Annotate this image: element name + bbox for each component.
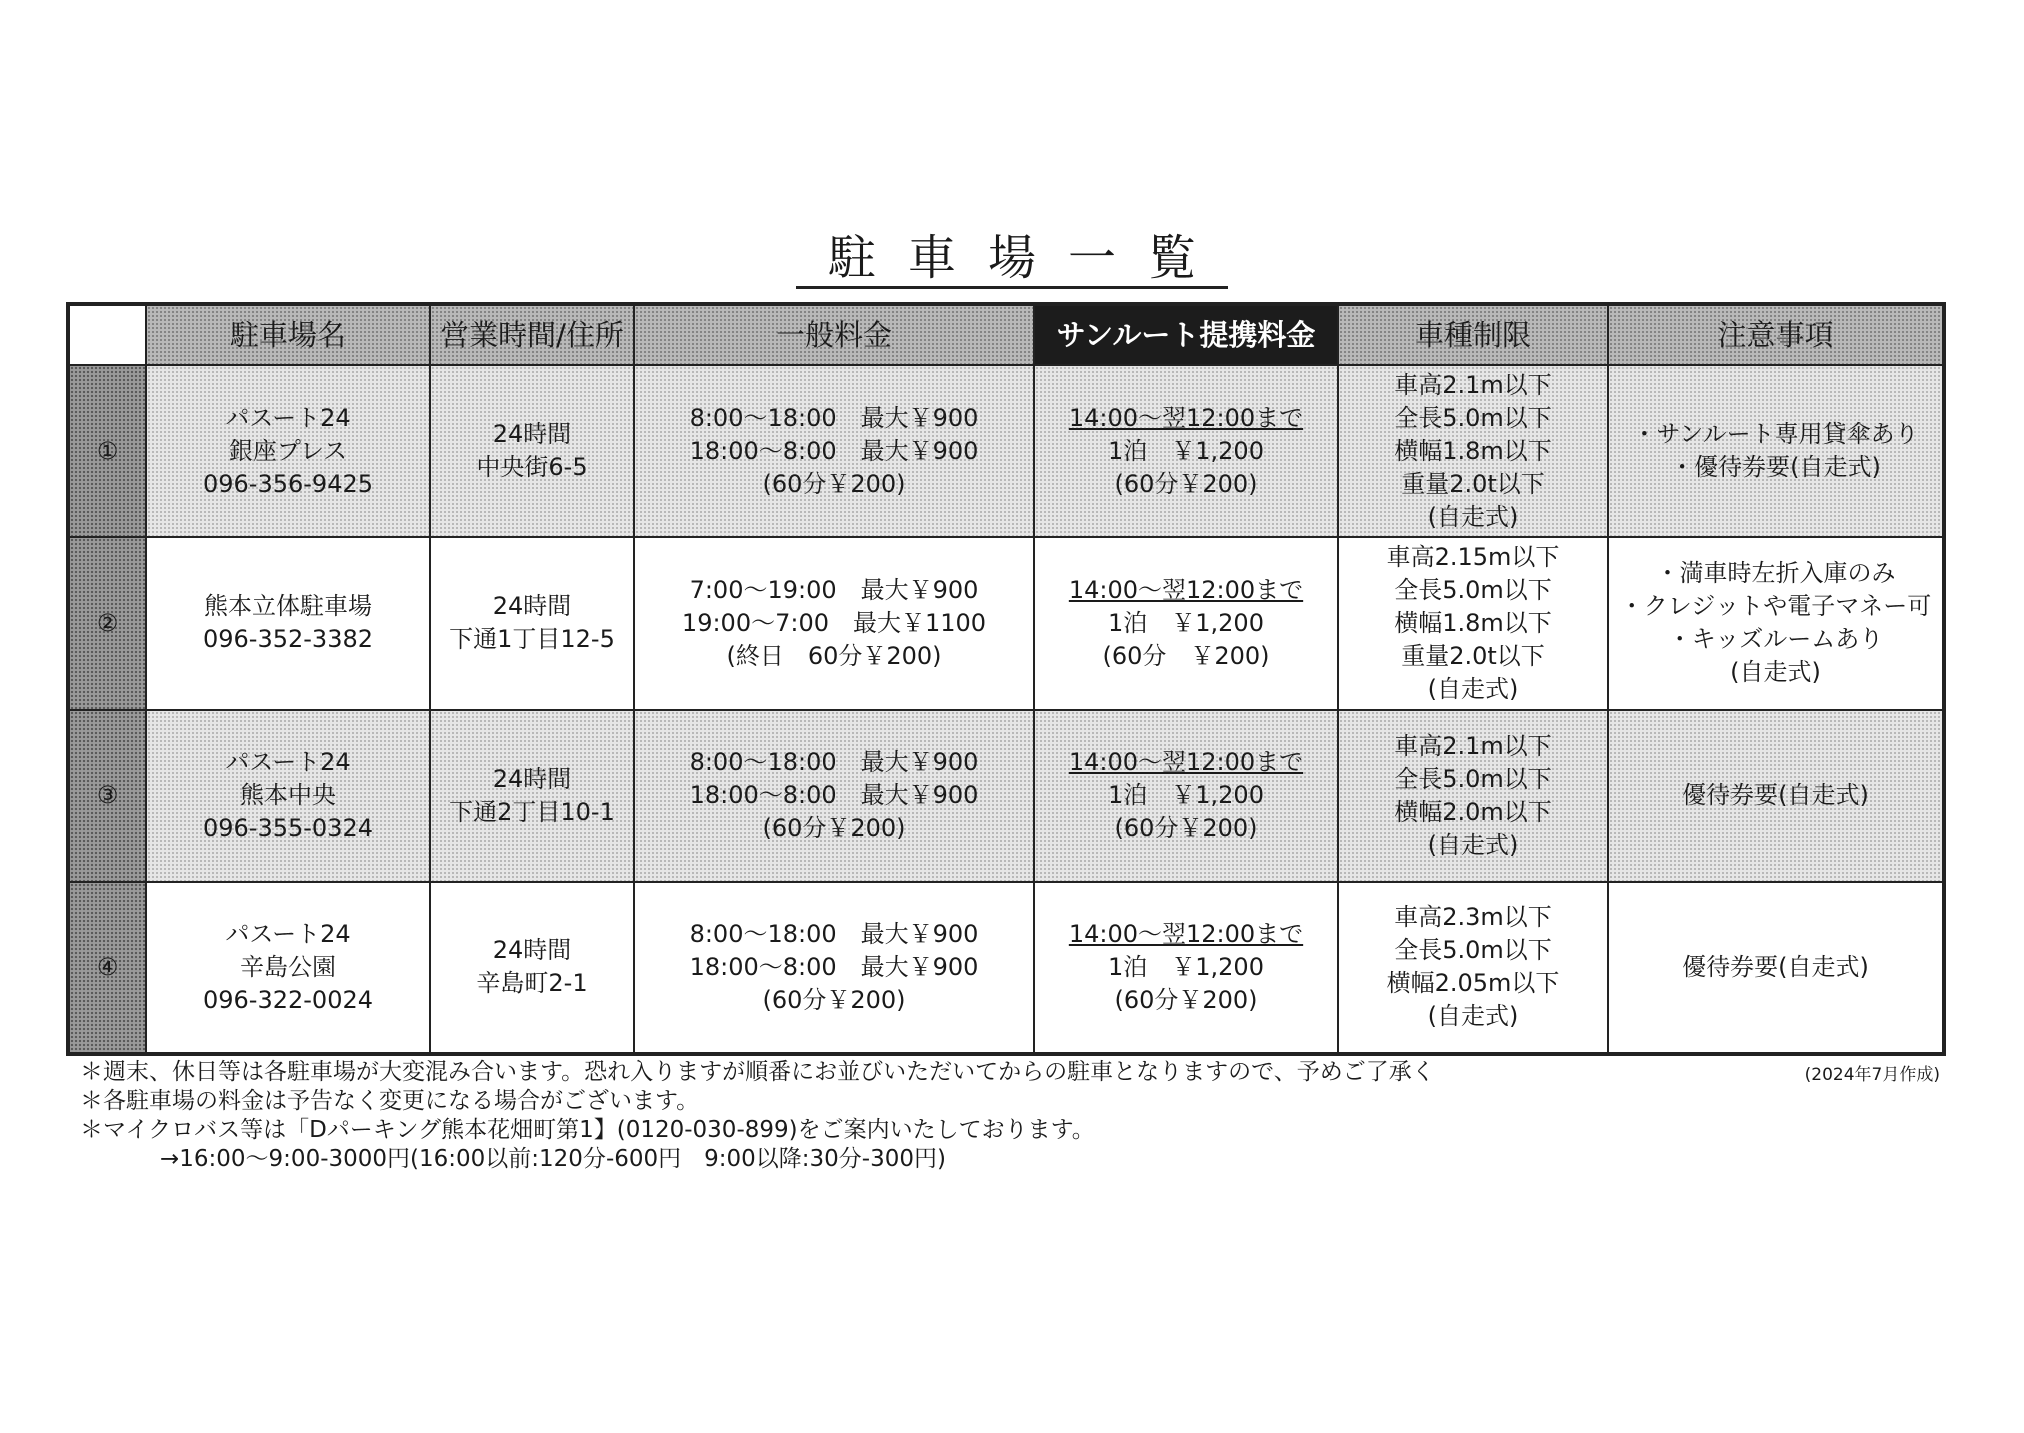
row-number: ② [68, 537, 146, 709]
general-fee-cell [634, 710, 1034, 882]
partner-fee-line: 1泊 ￥1,200 [1108, 608, 1264, 637]
partner-fee-line: 1泊 ￥1,200 [1108, 781, 1264, 810]
lot-name-line: パスート24 [225, 919, 351, 948]
hours-line: 24時間 [492, 764, 572, 793]
limit-line: 車高2.15m以下 [1386, 542, 1560, 571]
limit-line: 車高2.1m以下 [1394, 370, 1552, 399]
hours-cell [430, 537, 634, 709]
lot-name-line: パスート24 [225, 403, 351, 432]
limit-line: 全長5.0m以下 [1394, 575, 1552, 604]
lot-name-line: 熊本中央 [240, 781, 336, 810]
limit-line: 全長5.0m以下 [1394, 936, 1552, 965]
vehicle-limit-cell [1338, 537, 1608, 709]
general-fee-cell [634, 882, 1034, 1054]
lot-phone: 096-356-9425 [202, 469, 373, 498]
limit-line: 重量2.0t以下 [1401, 641, 1545, 670]
lot-phone: 096-355-0324 [202, 814, 373, 843]
fee-line: 19:00～7:00 最大￥1100 [681, 608, 987, 637]
page-title-text: 駐車場一覧 [796, 230, 1228, 289]
lot-name-line: 熊本立体駐車場 [204, 592, 372, 621]
vehicle-limit-cell [1338, 365, 1608, 537]
note-line: ・満車時左折入庫のみ [1655, 559, 1896, 588]
header-blank-cell [68, 304, 146, 365]
limit-line: 横幅2.0m以下 [1394, 797, 1552, 826]
hours-line: 24時間 [492, 592, 572, 621]
fee-line: (終日 60分￥200) [726, 641, 942, 670]
fee-line: 8:00～18:00 最大￥900 [689, 748, 979, 777]
created-date-note: (2024年7月作成) [1804, 1065, 1940, 1085]
address-line: 下通2丁目10-1 [449, 797, 615, 826]
limit-line: 車高2.3m以下 [1394, 903, 1552, 932]
header-vehicle-limit: 車種制限 [1338, 304, 1608, 365]
fee-line: 18:00～8:00 最大￥900 [689, 952, 979, 981]
table-row [68, 710, 1944, 882]
address-line: 中央街6-5 [476, 453, 588, 482]
fee-line: 8:00～18:00 最大￥900 [689, 919, 979, 948]
lot-name-cell [146, 537, 430, 709]
notes-cell [1608, 365, 1944, 537]
partner-fee-cell [1034, 710, 1338, 882]
lot-name-cell [146, 882, 430, 1054]
table-row [68, 537, 1944, 709]
general-fee-cell [634, 537, 1034, 709]
lot-phone: 096-322-0024 [202, 985, 373, 1014]
partner-fee-cell [1034, 537, 1338, 709]
note-line: 優待券要(自走式) [1682, 952, 1869, 981]
fee-line: (60分￥200) [762, 469, 906, 498]
limit-line: 車高2.1m以下 [1394, 731, 1552, 760]
fee-line: 8:00～18:00 最大￥900 [689, 403, 979, 432]
lot-name-cell [146, 710, 430, 882]
partner-fee-cell [1034, 882, 1338, 1054]
vehicle-limit-cell [1338, 882, 1608, 1054]
fee-line: (60分￥200) [762, 985, 906, 1014]
limit-line: 横幅2.05m以下 [1386, 969, 1560, 998]
hours-cell [430, 882, 634, 1054]
table-row [68, 882, 1944, 1054]
lot-name-line: 辛島公園 [240, 952, 336, 981]
footnote: ＊各駐車場の料金は予告なく変更になる場合がございます。 [80, 1088, 700, 1114]
limit-line: 横幅1.8m以下 [1394, 608, 1552, 637]
limit-line: 全長5.0m以下 [1394, 403, 1552, 432]
notes-cell [1608, 537, 1944, 709]
limit-line: 全長5.0m以下 [1394, 764, 1552, 793]
lot-name-line: 銀座プレス [228, 436, 348, 465]
limit-line: (自走式) [1427, 830, 1519, 859]
hours-cell [430, 365, 634, 537]
lot-name-cell [146, 365, 430, 537]
limit-line: (自走式) [1427, 502, 1519, 531]
fee-line: 7:00～19:00 最大￥900 [689, 575, 979, 604]
hours-line: 24時間 [492, 420, 572, 449]
partner-fee-period: 14:00～翌12:00まで [1068, 919, 1304, 948]
limit-line: 重量2.0t以下 [1401, 469, 1545, 498]
header-general-fee: 一般料金 [634, 304, 1034, 365]
note-line: ・サンルート専用貸傘あり [1632, 420, 1919, 449]
fee-line: 18:00～8:00 最大￥900 [689, 436, 979, 465]
header-notes: 注意事項 [1608, 304, 1944, 365]
table-header-row [68, 304, 1944, 365]
limit-line: (自走式) [1427, 674, 1519, 703]
note-line: 優待券要(自走式) [1682, 781, 1869, 810]
row-number: ① [68, 365, 146, 537]
footnote: ＊週末、休日等は各駐車場が大変混み合います。恐れ入りますが順番にお並びいただいてからの駐車となりますので、予めご了承く [80, 1059, 1435, 1085]
notes-cell [1608, 710, 1944, 882]
partner-fee-period: 14:00～翌12:00まで [1068, 748, 1304, 777]
general-fee-cell [634, 365, 1034, 537]
limit-line: 横幅1.8m以下 [1394, 436, 1552, 465]
row-number: ④ [68, 882, 146, 1054]
page-title [0, 226, 2024, 296]
partner-fee-cell [1034, 365, 1338, 537]
footnote: →16:00～9:00-3000円(16:00以前:120分-600円 9:00以降:30分-300円) [160, 1146, 946, 1172]
address-line: 辛島町2-1 [476, 969, 588, 998]
lot-name-line: パスート24 [225, 748, 351, 777]
note-line: ・クレジットや電子マネー可 [1619, 592, 1932, 621]
address-line: 下通1丁目12-5 [449, 625, 615, 654]
limit-line: (自走式) [1427, 1002, 1519, 1031]
partner-fee-line: 1泊 ￥1,200 [1108, 952, 1264, 981]
note-line: (自走式) [1730, 658, 1821, 687]
partner-fee-line: 1泊 ￥1,200 [1108, 436, 1264, 465]
partner-fee-period: 14:00～翌12:00まで [1068, 403, 1304, 432]
row-number: ③ [68, 710, 146, 882]
hours-line: 24時間 [492, 936, 572, 965]
note-line: ・キッズルームあり [1667, 625, 1884, 654]
header-partner-fee: サンルート提携料金 [1034, 304, 1338, 365]
fee-line: (60分￥200) [762, 814, 906, 843]
partner-fee-period: 14:00～翌12:00まで [1068, 575, 1304, 604]
table-row [68, 365, 1944, 537]
partner-fee-line: (60分 ￥200) [1102, 641, 1270, 670]
note-line: ・優待券要(自走式) [1670, 453, 1881, 482]
notes-cell [1608, 882, 1944, 1054]
footnotes [80, 1058, 1960, 1174]
fee-line: 18:00～8:00 最大￥900 [689, 781, 979, 810]
header-hours: 営業時間/住所 [430, 304, 634, 365]
lot-phone: 096-352-3382 [202, 625, 373, 654]
parking-table [66, 302, 1946, 1056]
partner-fee-line: (60分￥200) [1114, 469, 1258, 498]
hours-cell [430, 710, 634, 882]
partner-fee-line: (60分￥200) [1114, 814, 1258, 843]
header-name: 駐車場名 [146, 304, 430, 365]
partner-fee-line: (60分￥200) [1114, 985, 1258, 1014]
vehicle-limit-cell [1338, 710, 1608, 882]
footnote: ＊マイクロバス等は「Dパーキング熊本花畑町第1】(0120-030-899)をご案内いたしております。 [80, 1117, 1095, 1143]
